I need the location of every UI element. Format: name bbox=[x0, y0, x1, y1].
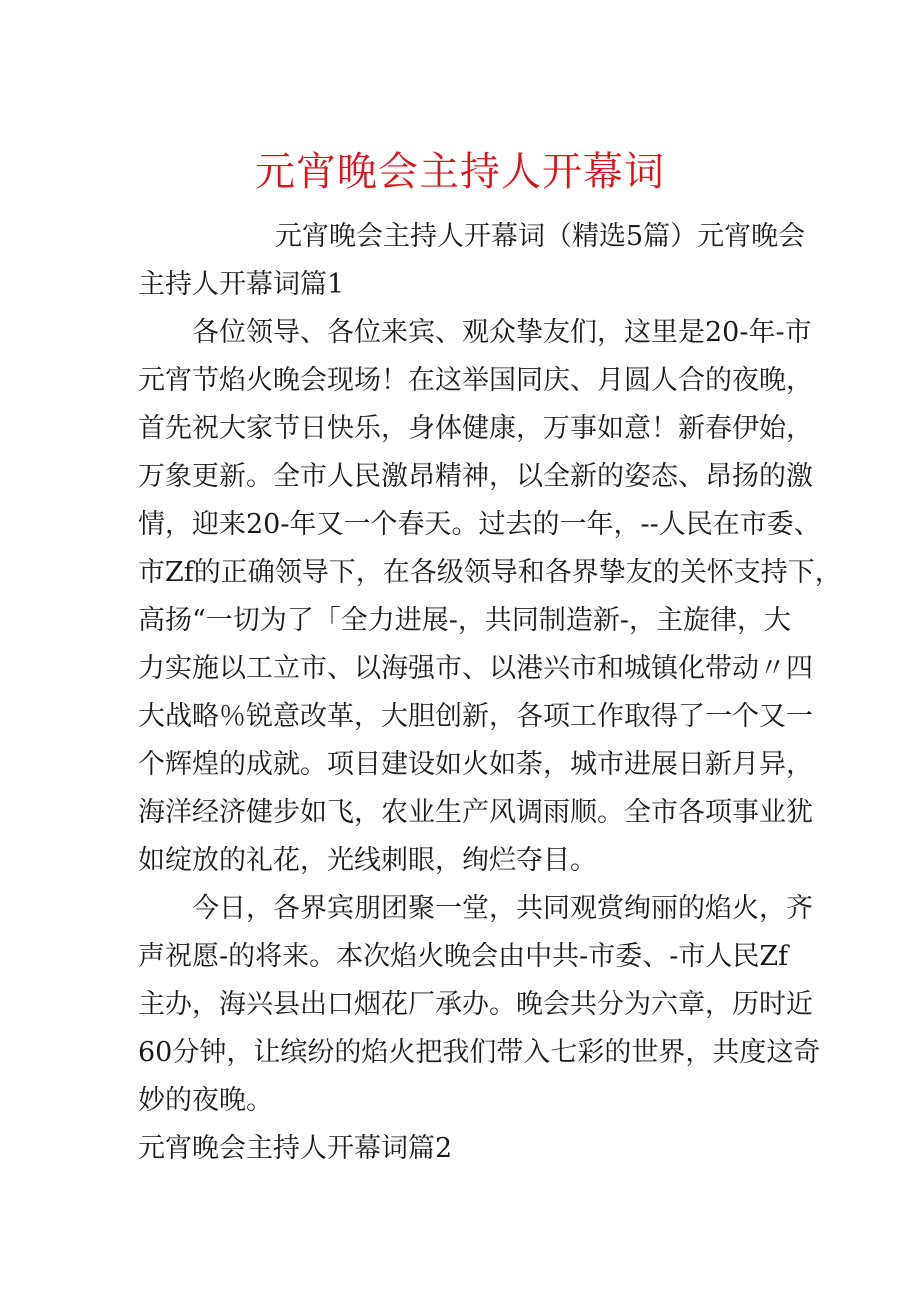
paragraph-line: 力实施以工立市、以海强市、以港兴市和城镇化带动〃四 bbox=[138, 653, 813, 684]
paragraph-line: 60分钟，让缤纷的焰火把我们带入七彩的世界，共度这奇 bbox=[138, 1037, 821, 1068]
section-heading-2: 元宵晚会主持人开幕词篇2 bbox=[138, 1133, 453, 1164]
paragraph-line: 个辉煌的成就。项目建设如火如荼，城市进展日新月异， bbox=[138, 749, 813, 780]
paragraph-line: 今日，各界宾朋团聚一堂，共同观赏绚丽的焰火，齐 bbox=[192, 893, 813, 924]
paragraph-line: 情，迎来20-年又一个春天。过去的一年，--人民在市委、 bbox=[138, 509, 821, 540]
section-heading-1: 主持人开幕词篇1 bbox=[138, 269, 345, 300]
paragraph-line: 高扬“一切为了「全力进展-，共同制造新-，主旋律，大 bbox=[138, 605, 792, 636]
paragraph-line: 元宵节焰火晚会现场！在这举国同庆、月圆人合的夜晚， bbox=[138, 365, 813, 396]
paragraph-line: 主办，海兴县出口烟花厂承办。晚会共分为六章，历时近 bbox=[138, 989, 813, 1020]
paragraph-line: 首先祝大家节日快乐，身体健康，万事如意！新春伊始， bbox=[138, 413, 813, 444]
paragraph-line: 市Zf的正确领导下，在各级领导和各界挚友的关怀支持下， bbox=[138, 557, 842, 588]
paragraph-line: 声祝愿-的将来。本次焰火晚会由中共-市委、-市人民Zf bbox=[138, 941, 789, 972]
paragraph-line: 如绽放的礼花，光线刺眼，绚烂夺目。 bbox=[138, 845, 597, 876]
subtitle-line-1: 元宵晚会主持人开幕词（精选5篇）元宵晚会 bbox=[275, 221, 806, 252]
document-title: 元宵晚会主持人开幕词 bbox=[255, 149, 665, 195]
paragraph-line: 海洋经济健步如飞，农业生产风调雨顺。全市各项事业犹 bbox=[138, 797, 813, 828]
paragraph-line: 各位领导、各位来宾、观众挚友们，这里是20-年-市 bbox=[192, 317, 812, 348]
paragraph-line: 万象更新。全市人民激昂精神，以全新的姿态、昂扬的激 bbox=[138, 461, 813, 492]
paragraph-line: 妙的夜晚。 bbox=[138, 1085, 273, 1116]
paragraph-line: 大战略％锐意改革，大胆创新，各项工作取得了一个又一 bbox=[138, 701, 813, 732]
